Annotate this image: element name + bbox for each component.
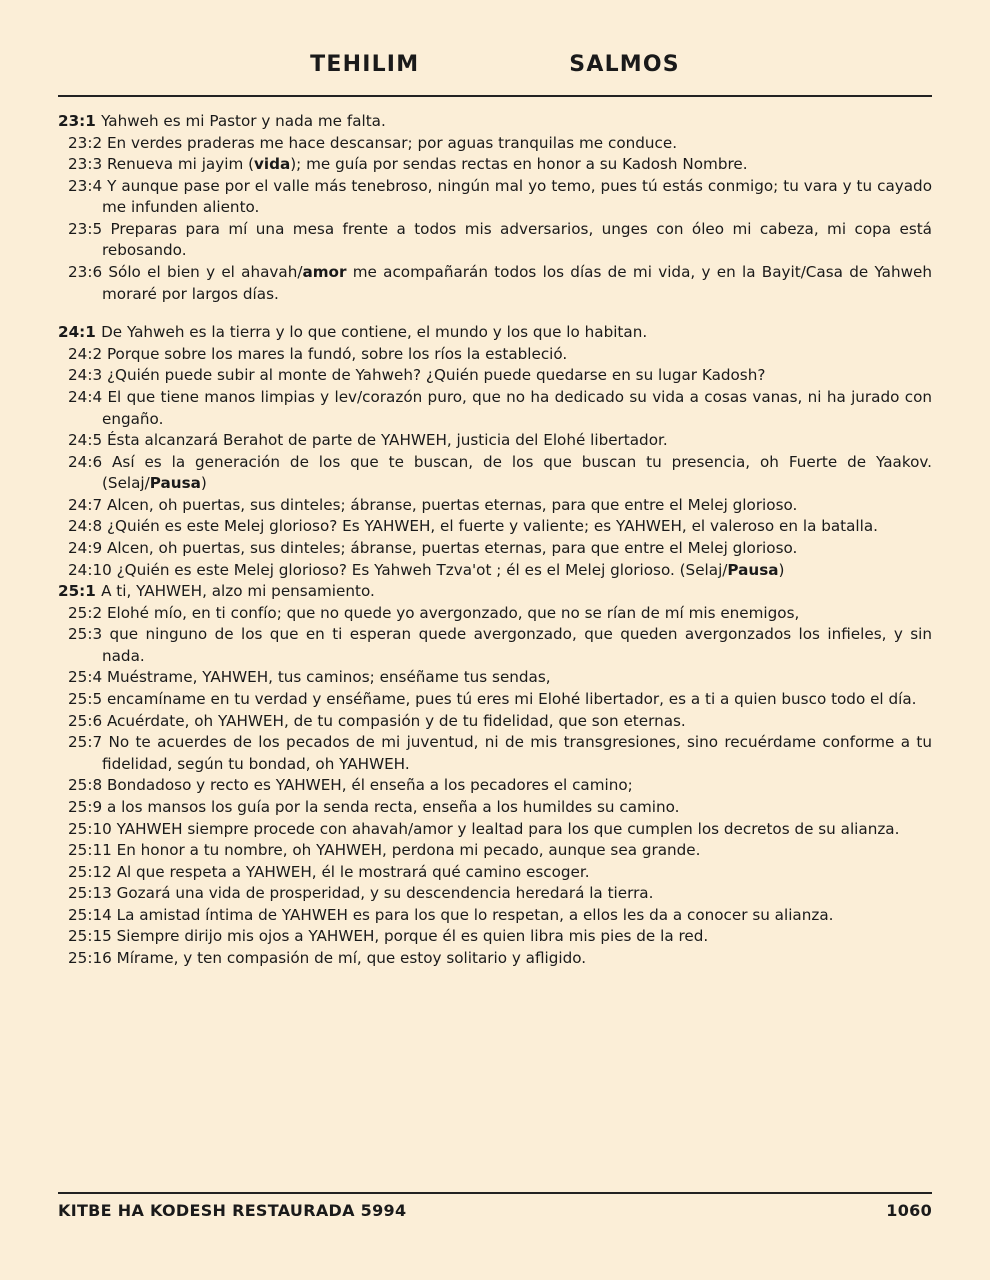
verse-reference: 24:10 [68,560,117,579]
scripture-body [58,111,932,970]
verse-text: No te acuerdes de los pecados de mi juventud, ni de mis transgresiones, sino recuérdame conforme a tu fidelidad, según tu bondad, oh YAHWEH. [102,733,932,773]
verse-text: El que tiene manos limpias y lev/corazón puro, que no ha dedicado su vida a cosas vanas, ni ha jurado con engaño. [102,387,932,428]
verse-reference: 23:3 [68,155,107,174]
verse-line [58,581,932,603]
verse-line [58,689,932,711]
verse-line [58,495,932,517]
verse-text: A ti, YAHWEH, alzo mi pensamiento. [101,582,375,601]
footer-divider [58,1192,932,1194]
header-divider [58,95,932,97]
verse-text: ¿Quién es este Melej glorioso? Es Yahweh Tzva'ot ; él es el Melej glorioso. (Selaj/Pausa) [116,560,785,579]
verse-line [58,711,932,733]
verse-reference: 24:9 [68,538,107,557]
verse-reference: 24:3 [68,366,107,385]
verse-text: a los mansos los guía por la senda recta, enseña a los humildes su camino. [106,797,680,816]
verse-line [58,111,932,133]
verse-line [58,667,932,689]
verse-text: Preparas para mí una mesa frente a todos mis adversarios, unges con óleo mi cabeza, mi copa está rebosando. [102,219,932,260]
verse-line [58,926,932,948]
verse-reference: 25:2 [68,603,107,622]
verse-line [58,154,932,176]
footer-page-number: 1060 [886,1201,932,1220]
page-footer [58,1192,932,1220]
verse-line [58,452,932,495]
verse-text: encamíname en tu verdad y enséñame, pues tú eres mi Elohé libertador, es a ti a quien busco todo el día. [106,690,917,709]
verse-text: Renueva mi jayim (vida); me guía por sendas rectas en honor a su Kadosh Nombre. [106,155,748,174]
verse-reference: 25:15 [68,927,117,946]
verse-reference: 24:5 [68,431,107,450]
verse-reference: 24:4 [68,387,108,406]
verse-text: que ninguno de los que en ti esperan quede avergonzado, que queden avergonzados los infieles, y sin nada. [102,625,932,665]
verse-line [58,219,932,262]
verse-reference: 23:6 [68,263,109,282]
header-title-hebrew: TEHILIM [310,52,420,77]
verse-line [58,862,932,884]
verse-line [58,905,932,927]
verse-reference: 25:4 [68,668,107,687]
verse-text: En honor a tu nombre, oh YAHWEH, perdona mi pecado, aunque sea grande. [116,841,701,860]
verse-text: Bondadoso y recto es YAHWEH, él enseña a los pecadores el camino; [106,776,633,795]
verse-line [58,262,932,305]
verse-reference: 25:14 [68,905,117,924]
verse-line [58,603,932,625]
verse-text: Alcen, oh puertas, sus dinteles; ábranse, puertas eternas, para que entre el Melej glorioso. [106,538,798,557]
verse-text: La amistad íntima de YAHWEH es para los que lo respetan, a ellos les da a conocer su alianza. [116,905,834,924]
verse-text: Así es la generación de los que te buscan, de los que buscan tu presencia, oh Fuerte de Yaakov. (Selaj/Pausa) [102,452,933,493]
verse-reference: 23:4 [68,176,108,195]
verse-text: Sólo el bien y el ahavah/amor me acompañarán todos los días de mi vida, y en la Bayit/Casa de Yahweh moraré por largos días. [102,263,932,303]
page-header [58,0,932,77]
verse-reference: 24:7 [68,495,107,514]
verse-reference: 23:2 [68,133,107,152]
verse-reference: 25:7 [68,733,109,752]
verse-reference: 25:6 [68,711,107,730]
verse-text: Elohé mío, en ti confío; que no quede yo avergonzado, que no se rían de mí mis enemigos, [106,603,800,622]
verse-reference: 23:1 [58,112,102,130]
verse-reference: 24:2 [68,344,107,363]
verse-reference: 25:11 [68,841,117,860]
verse-text: Ésta alcanzará Berahot de parte de YAHWEH, justicia del Elohé libertador. [106,431,668,450]
verse-reference: 25:1 [58,582,102,601]
verse-line [58,430,932,452]
verse-text: Muéstrame, YAHWEH, tus caminos; enséñame tus sendas, [106,668,551,687]
verse-text: Yahweh es mi Pastor y nada me falta. [101,112,386,130]
verse-line [58,387,932,430]
verse-line [58,176,932,219]
verse-line [58,560,932,582]
verse-line [58,775,932,797]
verse-reference: 25:8 [68,776,107,795]
verse-reference: 25:3 [68,625,110,644]
verse-reference: 24:1 [58,323,102,342]
verse-text: Siempre dirijo mis ojos a YAHWEH, porque él es quien libra mis pies de la red. [116,927,709,946]
verse-reference: 25:16 [68,948,117,967]
verse-line [58,624,932,667]
verse-line [58,365,932,387]
header-title-spanish: SALMOS [569,52,680,77]
verse-line [58,819,932,841]
verse-line [58,797,932,819]
verse-text: YAHWEH siempre procede con ahavah/amor y lealtad para los que cumplen los decretos de su alianza. [116,819,900,838]
verse-text: ¿Quién es este Melej glorioso? Es YAHWEH, el fuerte y valiente; es YAHWEH, el valeroso en la batalla. [106,517,878,536]
verse-line [58,538,932,560]
verse-line [58,732,932,775]
verse-reference: 25:5 [68,690,107,709]
psalm-gap [58,305,932,322]
verse-text: En verdes praderas me hace descansar; por aguas tranquilas me conduce. [106,133,678,152]
verse-reference: 25:9 [68,797,107,816]
verse-reference: 23:5 [68,219,111,238]
verse-text: ¿Quién puede subir al monte de Yahweh? ¿Quién puede quedarse en su lugar Kadosh? [106,366,766,385]
verse-reference: 24:6 [68,452,113,471]
verse-text: Y aunque pase por el valle más tenebroso, ningún mal yo temo, pues tú estás conmigo; tu vara y tu cayado me infunden aliento. [102,176,932,217]
verse-reference: 25:12 [68,862,117,881]
verse-line [58,322,932,344]
verse-text: De Yahweh es la tierra y lo que contiene, el mundo y los que lo habitan. [101,323,648,342]
verse-text: Gozará una vida de prosperidad, y su descendencia heredará la tierra. [116,884,654,903]
verse-reference: 25:10 [68,819,117,838]
verse-reference: 24:8 [68,517,107,536]
verse-line [58,883,932,905]
verse-line [58,133,932,155]
verse-line [58,344,932,366]
verse-line [58,840,932,862]
verse-text: Alcen, oh puertas, sus dinteles; ábranse, puertas eternas, para que entre el Melej glorioso. [106,495,798,514]
verse-line [58,516,932,538]
verse-text: Al que respeta a YAHWEH, él le mostrará qué camino escoger. [116,862,590,881]
verse-text: Mírame, y ten compasión de mí, que estoy solitario y afligido. [116,948,587,967]
verse-line [58,948,932,970]
verse-text: Acuérdate, oh YAHWEH, de tu compasión y de tu fidelidad, que son eternas. [106,711,686,730]
verse-text: Porque sobre los mares la fundó, sobre los ríos la estableció. [106,344,568,363]
verse-reference: 25:13 [68,884,117,903]
footer-edition: KITBE HA KODESH RESTAURADA 5994 [58,1201,407,1220]
